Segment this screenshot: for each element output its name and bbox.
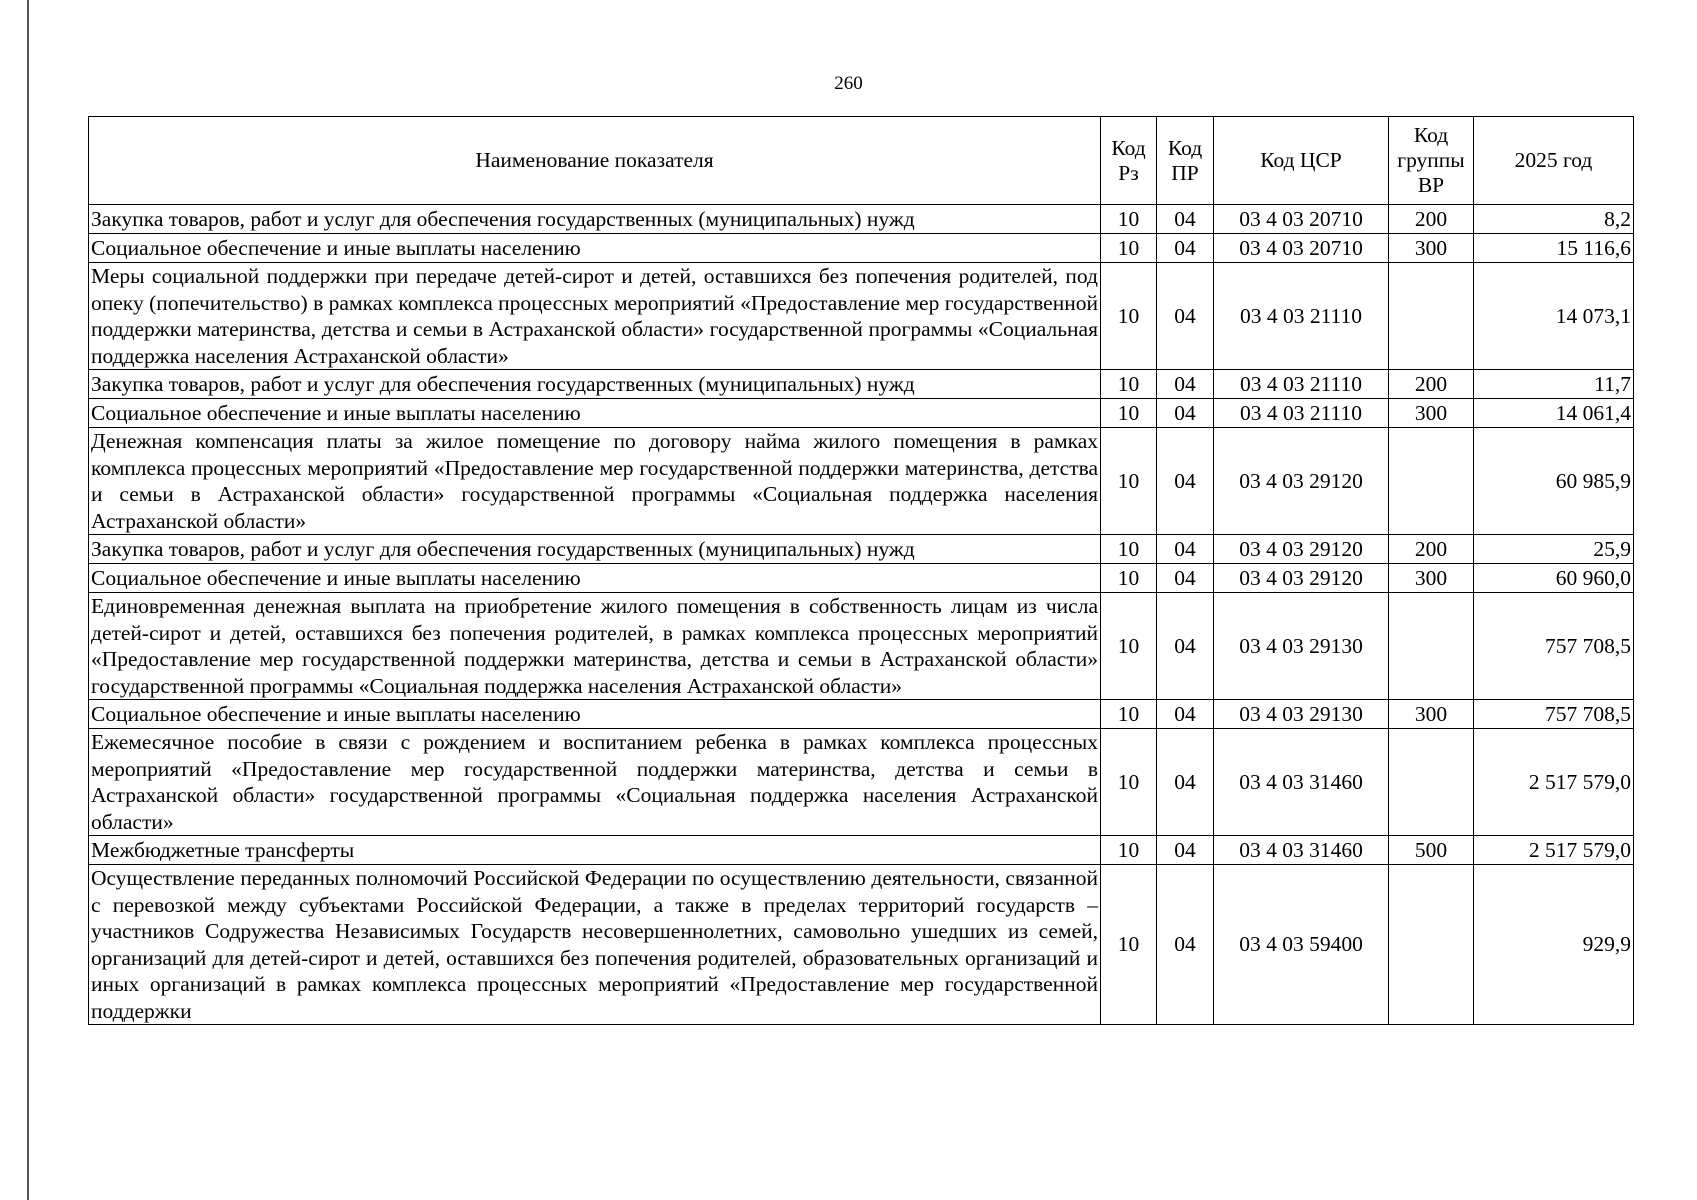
row-vr: 300 (1389, 700, 1474, 729)
row-vr: 200 (1389, 205, 1474, 234)
row-rz: 10 (1101, 370, 1157, 399)
row-amount: 14 061,4 (1474, 399, 1634, 428)
row-name: Денежная компенсация платы за жилое помещение по договору найма жилого помещения в рамках комплекса процессных мероприятий «Предоставление мер государственной поддержки материнства, детства и семьи в Астраханской области» государственной программы «Социальная поддержка населения Астраханской области» (89, 428, 1101, 535)
row-pr: 04 (1157, 370, 1214, 399)
row-rz: 10 (1101, 399, 1157, 428)
row-vr (1389, 865, 1474, 1025)
row-vr: 300 (1389, 564, 1474, 593)
row-pr: 04 (1157, 428, 1214, 535)
row-name: Меры социальной поддержки при передаче детей-сирот и детей, оставшихся без попечения родителей, под опеку (попечительство) в рамках комплекса процессных мероприятий «Предоставление мер государственной поддержки материнства, детства и семьи в Астраханской области» государственной программы «Социальная поддержка населения Астраханской области» (89, 263, 1101, 370)
row-vr: 300 (1389, 399, 1474, 428)
row-csr: 03 4 03 20710 (1214, 205, 1389, 234)
row-name: Социальное обеспечение и иные выплаты населению (89, 700, 1101, 729)
row-name: Единовременная денежная выплата на приобретение жилого помещения в собственность лицам из числа детей-сирот и детей, оставшихся без попечения родителей, в рамках комплекса процессных мероприятий «Предоставление мер государственной поддержки материнства, детства и семьи в Астраханской области» государственной программы «Социальная поддержка населения Астраханской области» (89, 593, 1101, 700)
row-rz: 10 (1101, 535, 1157, 564)
table-row (89, 836, 1634, 865)
table-row (89, 263, 1634, 370)
row-rz: 10 (1101, 205, 1157, 234)
row-amount: 11,7 (1474, 370, 1634, 399)
row-csr: 03 4 03 29120 (1214, 428, 1389, 535)
row-amount: 60 985,9 (1474, 428, 1634, 535)
row-vr (1389, 263, 1474, 370)
row-vr: 500 (1389, 836, 1474, 865)
row-amount: 14 073,1 (1474, 263, 1634, 370)
table-row (89, 399, 1634, 428)
row-rz: 10 (1101, 564, 1157, 593)
row-pr: 04 (1157, 399, 1214, 428)
row-amount: 15 116,6 (1474, 234, 1634, 263)
header-year: 2025 год (1474, 117, 1634, 205)
table-body (89, 205, 1634, 1025)
table-row (89, 564, 1634, 593)
table-row (89, 205, 1634, 234)
row-amount: 25,9 (1474, 535, 1634, 564)
row-csr: 03 4 03 20710 (1214, 234, 1389, 263)
row-name: Социальное обеспечение и иные выплаты населению (89, 234, 1101, 263)
row-rz: 10 (1101, 700, 1157, 729)
header-vr: Код группы ВР (1389, 117, 1474, 205)
row-vr: 200 (1389, 370, 1474, 399)
header-name: Наименование показателя (89, 117, 1101, 205)
row-rz: 10 (1101, 865, 1157, 1025)
row-csr: 03 4 03 21110 (1214, 399, 1389, 428)
header-csr: Код ЦСР (1214, 117, 1389, 205)
row-vr (1389, 428, 1474, 535)
page-number: 260 (834, 73, 863, 94)
header-rz: Код Рз (1101, 117, 1157, 205)
scan-edge-line (27, 0, 29, 1200)
row-amount: 929,9 (1474, 865, 1634, 1025)
row-pr: 04 (1157, 535, 1214, 564)
row-csr: 03 4 03 21110 (1214, 370, 1389, 399)
row-csr: 03 4 03 29120 (1214, 535, 1389, 564)
table-row (89, 370, 1634, 399)
row-amount: 2 517 579,0 (1474, 729, 1634, 836)
row-name: Социальное обеспечение и иные выплаты населению (89, 564, 1101, 593)
row-amount: 757 708,5 (1474, 593, 1634, 700)
row-pr: 04 (1157, 700, 1214, 729)
table-row (89, 729, 1634, 836)
row-amount: 8,2 (1474, 205, 1634, 234)
row-pr: 04 (1157, 729, 1214, 836)
row-name: Осуществление переданных полномочий Российской Федерации по осуществлению деятельности, связанной с перевозкой между субъектами Российской Федерации, а также в пределах территорий государств – участников Содружества Независимых Государств несовершеннолетних, самовольно ушедших из семей, организаций для детей-сирот и детей, оставшихся без попечения родителей, образовательных организаций и иных организаций в рамках комплекса процессных мероприятий «Предоставление мер государственной поддержки (89, 865, 1101, 1025)
row-name: Закупка товаров, работ и услуг для обеспечения государственных (муниципальных) нужд (89, 535, 1101, 564)
row-csr: 03 4 03 31460 (1214, 729, 1389, 836)
row-csr: 03 4 03 31460 (1214, 836, 1389, 865)
row-csr: 03 4 03 29130 (1214, 593, 1389, 700)
row-rz: 10 (1101, 836, 1157, 865)
row-pr: 04 (1157, 593, 1214, 700)
table-header-row (89, 117, 1634, 205)
table-row (89, 593, 1634, 700)
table-row (89, 700, 1634, 729)
table-row (89, 865, 1634, 1025)
row-vr (1389, 593, 1474, 700)
row-vr: 300 (1389, 234, 1474, 263)
table-row (89, 428, 1634, 535)
row-csr: 03 4 03 29130 (1214, 700, 1389, 729)
row-rz: 10 (1101, 263, 1157, 370)
row-amount: 60 960,0 (1474, 564, 1634, 593)
row-pr: 04 (1157, 865, 1214, 1025)
row-name: Межбюджетные трансферты (89, 836, 1101, 865)
row-vr: 200 (1389, 535, 1474, 564)
row-csr: 03 4 03 21110 (1214, 263, 1389, 370)
row-name: Социальное обеспечение и иные выплаты населению (89, 399, 1101, 428)
row-pr: 04 (1157, 263, 1214, 370)
row-name: Закупка товаров, работ и услуг для обеспечения государственных (муниципальных) нужд (89, 370, 1101, 399)
row-csr: 03 4 03 59400 (1214, 865, 1389, 1025)
table-row (89, 234, 1634, 263)
row-pr: 04 (1157, 205, 1214, 234)
row-csr: 03 4 03 29120 (1214, 564, 1389, 593)
row-amount: 757 708,5 (1474, 700, 1634, 729)
row-amount: 2 517 579,0 (1474, 836, 1634, 865)
row-name: Закупка товаров, работ и услуг для обеспечения государственных (муниципальных) нужд (89, 205, 1101, 234)
row-pr: 04 (1157, 234, 1214, 263)
row-name: Ежемесячное пособие в связи с рождением и воспитанием ребенка в рамках комплекса процессных мероприятий «Предоставление мер государственной поддержки материнства, детства и семьи в Астраханской области» государственной программы «Социальная поддержка населения Астраханской области» (89, 729, 1101, 836)
row-rz: 10 (1101, 234, 1157, 263)
row-pr: 04 (1157, 564, 1214, 593)
budget-table (88, 116, 1634, 1025)
row-rz: 10 (1101, 593, 1157, 700)
table-row (89, 535, 1634, 564)
row-pr: 04 (1157, 836, 1214, 865)
row-vr (1389, 729, 1474, 836)
row-rz: 10 (1101, 428, 1157, 535)
row-rz: 10 (1101, 729, 1157, 836)
header-pr: Код ПР (1157, 117, 1214, 205)
